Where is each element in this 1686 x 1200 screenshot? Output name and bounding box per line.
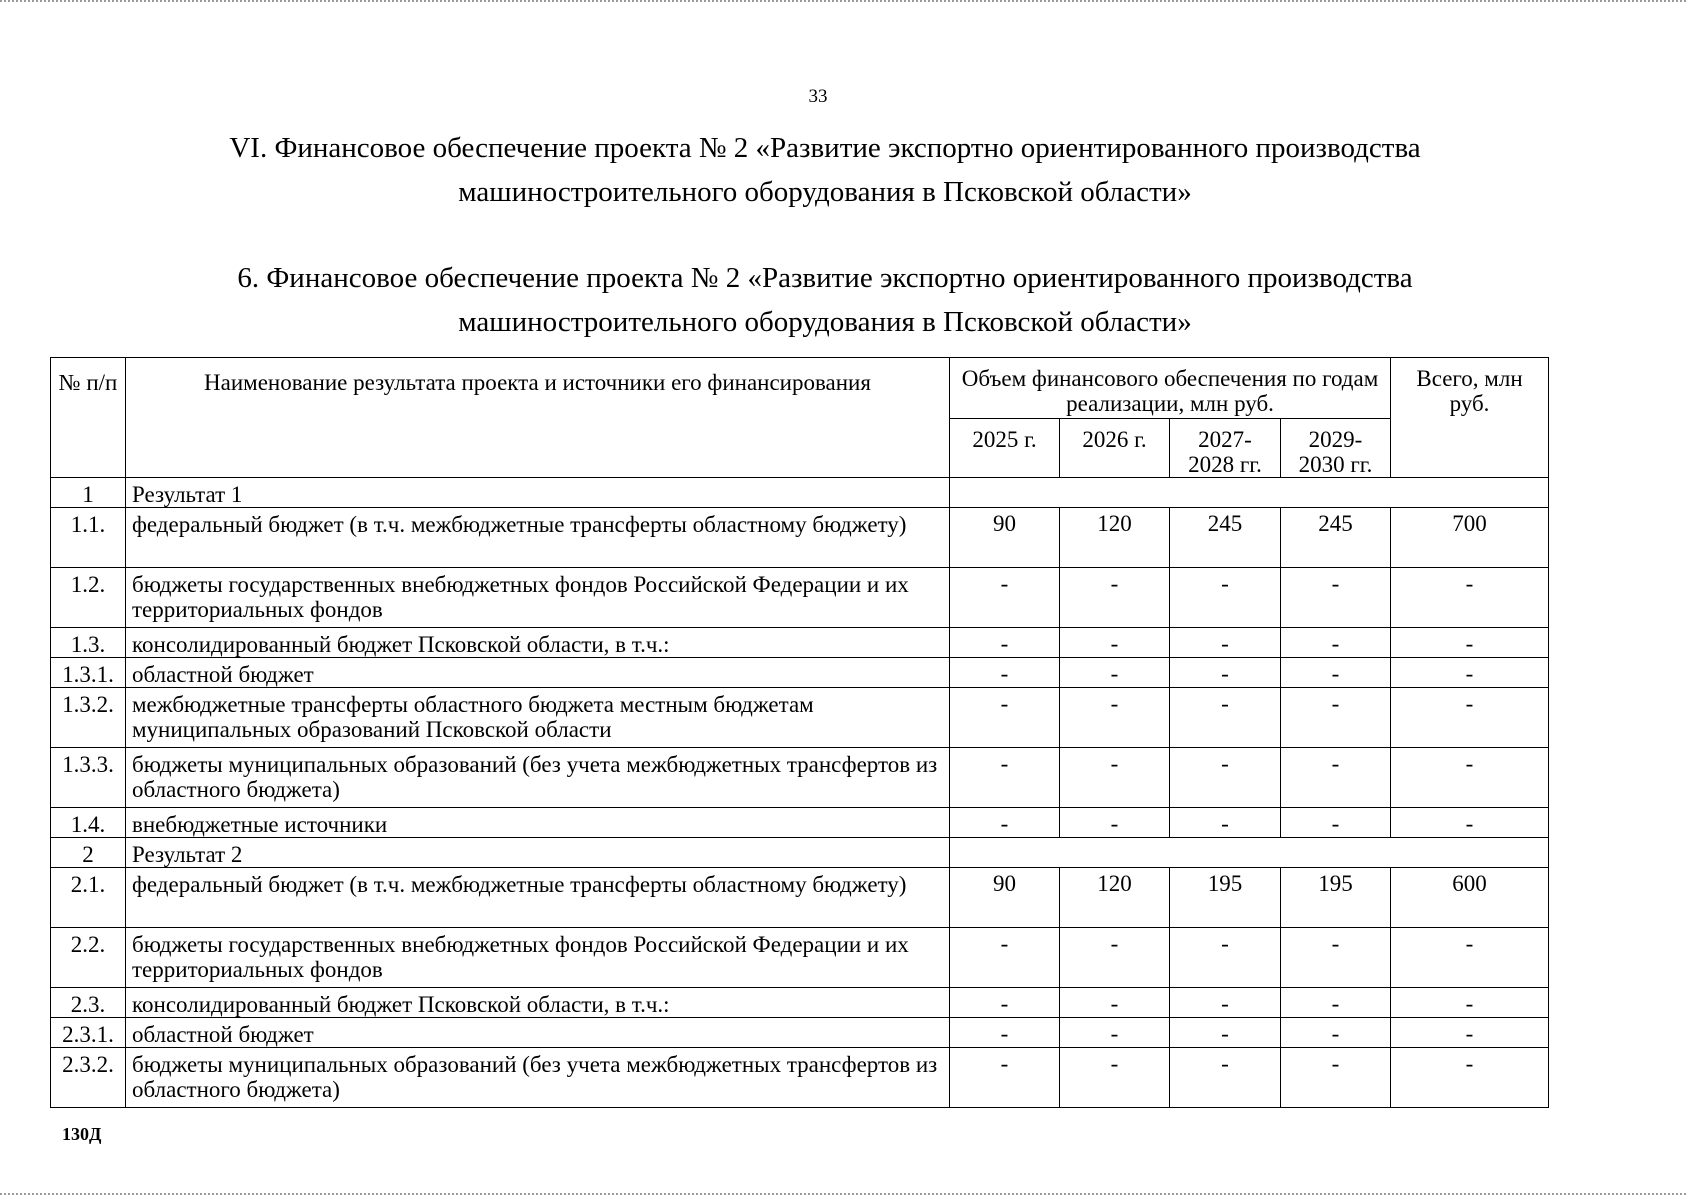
row-number: 2.3.2. bbox=[51, 1048, 126, 1108]
value-2026: 120 bbox=[1060, 868, 1170, 928]
value-2026: - bbox=[1060, 928, 1170, 988]
value-2027-2028: 245 bbox=[1170, 508, 1281, 568]
value-2029-2030: - bbox=[1281, 688, 1391, 748]
table-row bbox=[51, 868, 1549, 928]
value-total: - bbox=[1391, 568, 1549, 628]
value-2027-2028: - bbox=[1170, 928, 1281, 988]
value-total: - bbox=[1391, 928, 1549, 988]
row-number: 2.2. bbox=[51, 928, 126, 988]
value-2027-2028: - bbox=[1170, 988, 1281, 1018]
header-volume: Объем финансового обеспечения по годам реализации, млн руб. bbox=[950, 358, 1391, 419]
value-2027-2028: - bbox=[1170, 658, 1281, 688]
funding-source: консолидированный бюджет Псковской области, в т.ч.: bbox=[126, 628, 950, 658]
value-2029-2030: - bbox=[1281, 1018, 1391, 1048]
value-2025: - bbox=[950, 1018, 1060, 1048]
table-row bbox=[51, 988, 1549, 1018]
value-2029-2030: - bbox=[1281, 628, 1391, 658]
value-2026: - bbox=[1060, 688, 1170, 748]
funding-source: областной бюджет bbox=[126, 1018, 950, 1048]
table-row bbox=[51, 688, 1549, 748]
value-total: - bbox=[1391, 988, 1549, 1018]
row-number: 1 bbox=[51, 478, 126, 508]
table-header-row bbox=[51, 358, 1549, 419]
table-row bbox=[51, 508, 1549, 568]
result-group-row bbox=[51, 478, 1549, 508]
value-2029-2030: - bbox=[1281, 568, 1391, 628]
table-row bbox=[51, 568, 1549, 628]
funding-source: консолидированный бюджет Псковской области, в т.ч.: bbox=[126, 988, 950, 1018]
funding-source: бюджеты муниципальных образований (без учета межбюджетных трансфертов из областного бюджета) bbox=[126, 1048, 950, 1108]
value-2026: - bbox=[1060, 568, 1170, 628]
funding-source: федеральный бюджет (в т.ч. межбюджетные трансферты областному бюджету) bbox=[126, 508, 950, 568]
value-2025: - bbox=[950, 988, 1060, 1018]
value-2025: - bbox=[950, 658, 1060, 688]
table-row bbox=[51, 658, 1549, 688]
empty-values-cell bbox=[950, 478, 1549, 508]
value-2026: - bbox=[1060, 748, 1170, 808]
page-number: 33 bbox=[808, 86, 828, 107]
scan-edge-top bbox=[0, 0, 1686, 6]
value-total: - bbox=[1391, 1048, 1549, 1108]
value-2027-2028: 195 bbox=[1170, 868, 1281, 928]
value-2026: - bbox=[1060, 1018, 1170, 1048]
value-2029-2030: - bbox=[1281, 658, 1391, 688]
header-year: 2027-2028 гг. bbox=[1170, 419, 1281, 478]
value-2027-2028: - bbox=[1170, 1048, 1281, 1108]
row-number: 2.3. bbox=[51, 988, 126, 1018]
value-2025: - bbox=[950, 568, 1060, 628]
value-2026: - bbox=[1060, 658, 1170, 688]
value-2026: 120 bbox=[1060, 508, 1170, 568]
row-number: 2 bbox=[51, 838, 126, 868]
value-2029-2030: - bbox=[1281, 1048, 1391, 1108]
table-heading: 6. Финансовое обеспечение проекта № 2 «Развитие экспортно ориентированного производства машиностроительного оборудования в Псковской области» bbox=[237, 262, 1413, 338]
value-2025: - bbox=[950, 808, 1060, 838]
value-total: 600 bbox=[1391, 868, 1549, 928]
value-2025: - bbox=[950, 1048, 1060, 1108]
value-total: - bbox=[1391, 628, 1549, 658]
value-total: 700 bbox=[1391, 508, 1549, 568]
row-number: 1.3. bbox=[51, 628, 126, 658]
row-number: 1.4. bbox=[51, 808, 126, 838]
value-2029-2030: 245 bbox=[1281, 508, 1391, 568]
value-total: - bbox=[1391, 1018, 1549, 1048]
value-2027-2028: - bbox=[1170, 628, 1281, 658]
funding-source: внебюджетные источники bbox=[126, 808, 950, 838]
value-2026: - bbox=[1060, 1048, 1170, 1108]
value-total: - bbox=[1391, 658, 1549, 688]
value-2026: - bbox=[1060, 628, 1170, 658]
result-title: Результат 2 bbox=[126, 838, 950, 868]
value-2029-2030: - bbox=[1281, 988, 1391, 1018]
row-number: 1.3.3. bbox=[51, 748, 126, 808]
funding-source: бюджеты государственных внебюджетных фондов Российской Федерации и их территориальных фондов bbox=[126, 568, 950, 628]
header-year: 2026 г. bbox=[1060, 419, 1170, 478]
result-group-row bbox=[51, 838, 1549, 868]
value-2025: - bbox=[950, 748, 1060, 808]
table-row bbox=[51, 628, 1549, 658]
value-2027-2028: - bbox=[1170, 568, 1281, 628]
value-2025: - bbox=[950, 628, 1060, 658]
table-row bbox=[51, 1018, 1549, 1048]
value-2025: 90 bbox=[950, 868, 1060, 928]
header-num: № п/п bbox=[51, 358, 126, 478]
empty-values-cell bbox=[950, 838, 1549, 868]
value-2027-2028: - bbox=[1170, 688, 1281, 748]
row-number: 1.3.1. bbox=[51, 658, 126, 688]
header-year: 2025 г. bbox=[950, 419, 1060, 478]
funding-source: федеральный бюджет (в т.ч. межбюджетные трансферты областному бюджету) bbox=[126, 868, 950, 928]
value-total: - bbox=[1391, 748, 1549, 808]
footer-code: 130Д bbox=[62, 1124, 102, 1144]
value-2029-2030: - bbox=[1281, 928, 1391, 988]
section-heading: VI. Финансовое обеспечение проекта № 2 «Развитие экспортно ориентированного производства машиностроительного оборудования в Псковской области» bbox=[229, 132, 1421, 208]
scan-edge-bottom bbox=[0, 1193, 1686, 1199]
funding-source: бюджеты государственных внебюджетных фондов Российской Федерации и их территориальных фондов bbox=[126, 928, 950, 988]
value-2029-2030: 195 bbox=[1281, 868, 1391, 928]
row-number: 2.1. bbox=[51, 868, 126, 928]
row-number: 2.3.1. bbox=[51, 1018, 126, 1048]
value-2025: - bbox=[950, 928, 1060, 988]
value-2026: - bbox=[1060, 808, 1170, 838]
row-number: 1.2. bbox=[51, 568, 126, 628]
header-name: Наименование результата проекта и источники его финансирования bbox=[126, 358, 950, 478]
row-number: 1.3.2. bbox=[51, 688, 126, 748]
value-total: - bbox=[1391, 688, 1549, 748]
value-2025: - bbox=[950, 688, 1060, 748]
table-row bbox=[51, 748, 1549, 808]
funding-source: областной бюджет bbox=[126, 658, 950, 688]
funding-source: бюджеты муниципальных образований (без учета межбюджетных трансфертов из областного бюджета) bbox=[126, 748, 950, 808]
header-total: Всего, млн руб. bbox=[1391, 358, 1549, 478]
row-number: 1.1. bbox=[51, 508, 126, 568]
header-year: 2029-2030 гг. bbox=[1281, 419, 1391, 478]
value-2029-2030: - bbox=[1281, 808, 1391, 838]
value-2026: - bbox=[1060, 988, 1170, 1018]
table-row bbox=[51, 808, 1549, 838]
financing-table bbox=[50, 357, 1549, 1108]
value-2029-2030: - bbox=[1281, 748, 1391, 808]
result-title: Результат 1 bbox=[126, 478, 950, 508]
table-row bbox=[51, 1048, 1549, 1108]
funding-source: межбюджетные трансферты областного бюджета местным бюджетам муниципальных образований Псковской области bbox=[126, 688, 950, 748]
value-total: - bbox=[1391, 808, 1549, 838]
value-2027-2028: - bbox=[1170, 808, 1281, 838]
value-2025: 90 bbox=[950, 508, 1060, 568]
value-2027-2028: - bbox=[1170, 1018, 1281, 1048]
table-row bbox=[51, 928, 1549, 988]
value-2027-2028: - bbox=[1170, 748, 1281, 808]
